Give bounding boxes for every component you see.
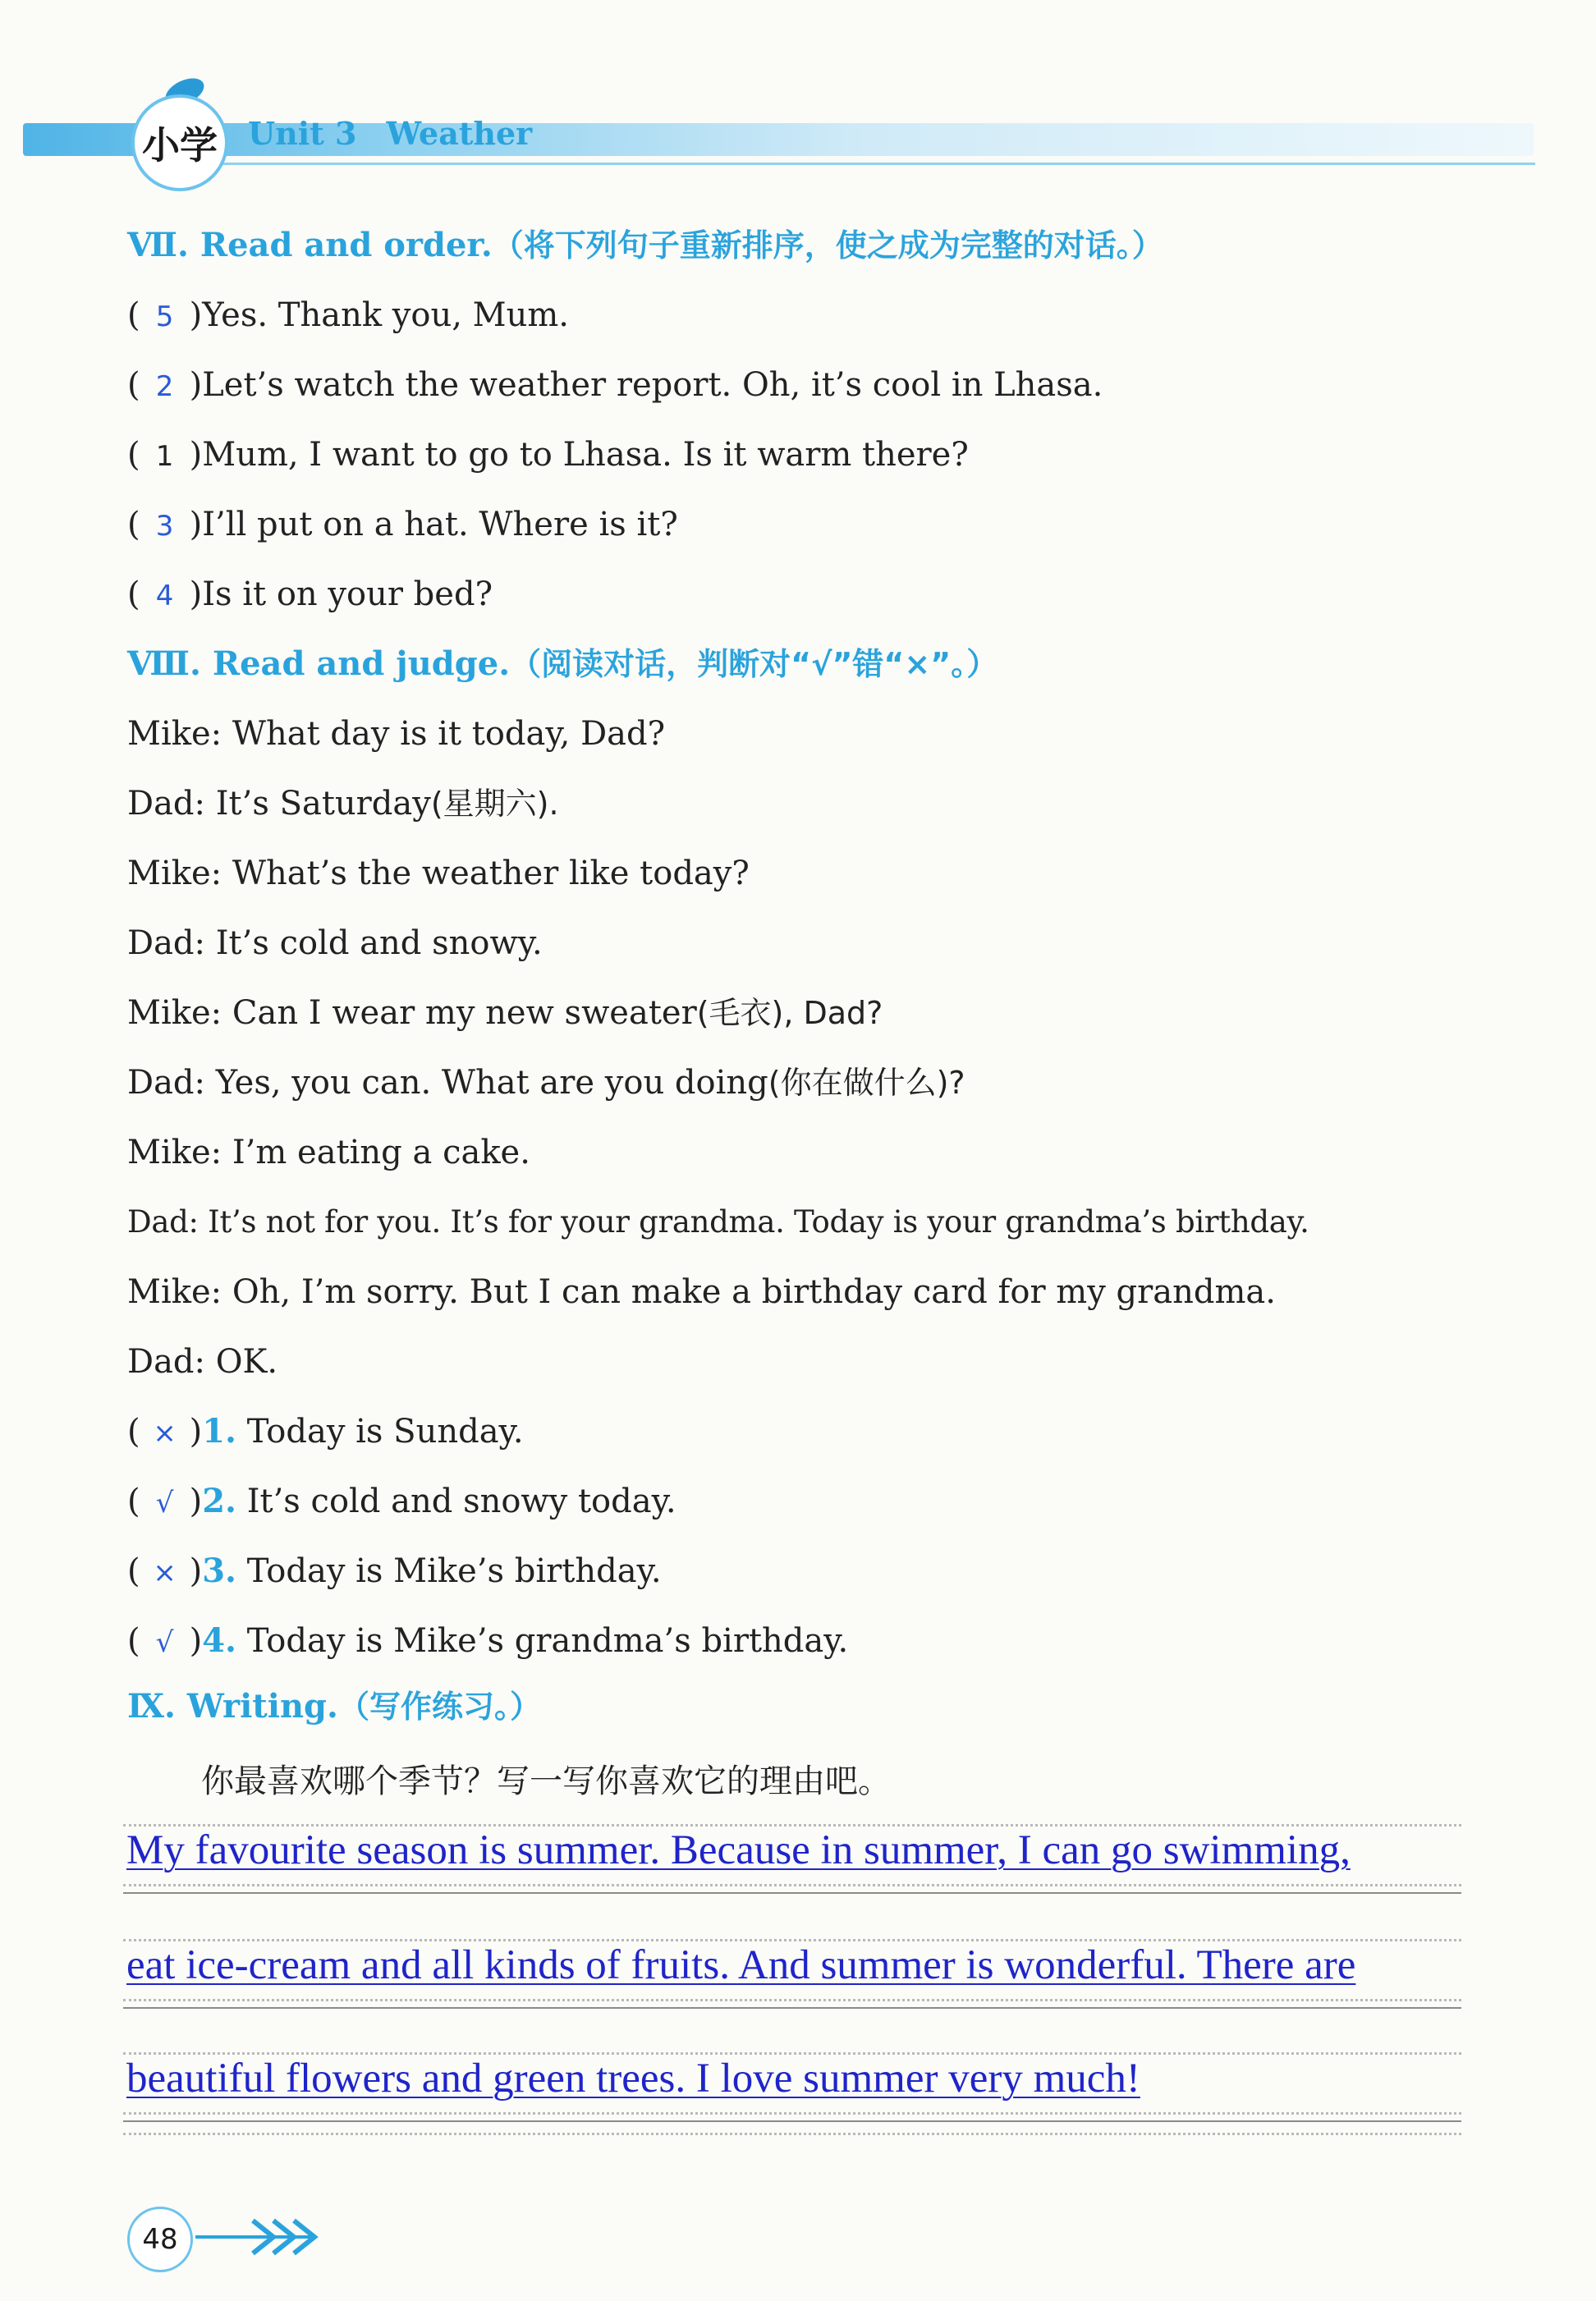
judge-answer: √	[155, 1487, 174, 1519]
order-answer: 3	[155, 510, 174, 543]
judge-statement: Today is Mike’s birthday.	[246, 1552, 662, 1590]
speaker: Dad	[127, 924, 195, 962]
section-7-instruction: （将下列句子重新排序，使之成为完整的对话。）	[492, 227, 1163, 264]
unit-number: Unit 3	[248, 115, 357, 152]
order-item: ( 1 )Mum, I want to go to Lhasa. Is it warm there?	[127, 435, 969, 476]
order-sentence: I’ll put on a hat. Where is it?	[202, 506, 678, 543]
writing-line-1: My favourite season is summer. Because in summer, I can go swimming,	[126, 1827, 1351, 1873]
dialogue-line: Dad: Yes, you can. What are you doing(你在做什么)?	[127, 1064, 965, 1102]
order-item: ( 2 )Let’s watch the weather report. Oh, it’s cool in Lhasa.	[127, 365, 1103, 406]
order-item: ( 5 )Yes. Thank you, Mum.	[127, 296, 569, 337]
speech: I’m eating a cake.	[232, 1134, 530, 1171]
judge-answer: √	[155, 1626, 174, 1659]
dotted-guide	[123, 1884, 1461, 1886]
dotted-guide	[123, 1999, 1461, 2001]
section-8-title: Ⅷ. Read and judge.	[127, 644, 511, 683]
speaker: Dad	[127, 1064, 195, 1102]
logo: 小学	[131, 94, 228, 191]
speech: Can I wear my new sweater	[232, 994, 697, 1032]
speaker: Dad	[127, 1343, 195, 1381]
dialogue-line: Dad: OK.	[127, 1343, 278, 1381]
judge-answer: ×	[153, 1417, 177, 1450]
dialogue-line: Dad: It’s cold and snowy.	[127, 924, 543, 962]
baseline	[123, 1892, 1461, 1894]
judge-statement: Today is Mike’s grandma’s birthday.	[246, 1622, 849, 1660]
order-item: ( 3 )I’ll put on a hat. Where is it?	[127, 505, 678, 546]
section-8-instruction: （阅读对话，判断对“√”错“×”。）	[510, 646, 998, 682]
dotted-guide	[123, 2133, 1461, 2135]
section-9-instruction: （写作练习。）	[337, 1689, 541, 1725]
dotted-guide	[123, 2112, 1461, 2115]
header-rule	[189, 163, 1535, 165]
order-answer: 1	[155, 440, 174, 473]
dialogue-line: Mike: I’m eating a cake.	[127, 1134, 530, 1171]
judge-item: ( × )3. Today is Mike’s birthday.	[127, 1552, 662, 1593]
speaker: Dad	[127, 1204, 189, 1240]
judge-number: 1.	[202, 1412, 236, 1451]
dialogue-line: Dad: It’s not for you. It’s for your grandma. Today is your grandma’s birthday.	[127, 1204, 1309, 1240]
dialogue-line: Mike: What’s the weather like today?	[127, 855, 750, 892]
order-sentence: Let’s watch the weather report. Oh, it’s cool in Lhasa.	[202, 366, 1103, 404]
unit-title	[248, 115, 562, 152]
dialogue-line: Mike: Oh, I’m sorry. But I can make a birthday card for my grandma.	[127, 1273, 1276, 1311]
section-8-heading	[127, 644, 998, 684]
baseline	[123, 2120, 1461, 2122]
order-sentence: Is it on your bed?	[202, 575, 493, 613]
speaker: Mike	[127, 715, 211, 753]
page-number: 48	[127, 2207, 193, 2272]
section-7-title: Ⅶ. Read and order.	[127, 226, 493, 264]
judge-item: ( √ )4. Today is Mike’s grandma’s birthday.	[127, 1621, 848, 1662]
speech: It’s Saturday	[215, 785, 431, 823]
writing-line-3: beautiful flowers and green trees. I love summer very much!	[126, 2056, 1140, 2102]
judge-number: 3.	[202, 1552, 236, 1590]
speech: OK.	[215, 1343, 278, 1381]
judge-item: ( × )1. Today is Sunday.	[127, 1412, 524, 1453]
order-answer: 4	[155, 580, 174, 612]
speech-gloss: (你在做什么)?	[768, 1065, 965, 1101]
speaker: Mike	[127, 994, 211, 1032]
speaker: Mike	[127, 855, 211, 892]
order-answer: 5	[155, 300, 174, 333]
order-answer: 2	[155, 370, 174, 403]
judge-statement: Today is Sunday.	[246, 1413, 524, 1451]
section-9-heading	[127, 1687, 541, 1726]
section-9-title: Ⅸ. Writing.	[127, 1687, 338, 1726]
section-7-heading	[127, 226, 1163, 265]
speech: What’s the weather like today?	[232, 855, 750, 892]
arrow-deco-icon	[195, 2212, 319, 2262]
writing-prompt: 你最喜欢哪个季节？写一写你喜欢它的理由吧。	[201, 1762, 891, 1800]
judge-number: 4.	[202, 1621, 236, 1660]
judge-item: ( √ )2. It’s cold and snowy today.	[127, 1482, 676, 1523]
dialogue-line: Dad: It’s Saturday(星期六).	[127, 785, 559, 823]
dialogue-line: Mike: What day is it today, Dad?	[127, 715, 666, 753]
order-sentence: Yes. Thank you, Mum.	[202, 296, 570, 334]
unit-name: Weather	[386, 115, 533, 152]
speech: It’s not for you. It’s for your grandma. Today is your grandma’s birthday.	[208, 1204, 1309, 1240]
speaker: Mike	[127, 1134, 211, 1171]
dialogue-line: Mike: Can I wear my new sweater(毛衣), Dad?	[127, 994, 883, 1032]
speech-gloss: (毛衣), Dad?	[696, 995, 883, 1031]
writing-line-2: eat ice-cream and all kinds of fruits. And summer is wonderful. There are	[126, 1942, 1356, 1988]
baseline	[123, 2007, 1461, 2009]
speech: What day is it today, Dad?	[232, 715, 666, 753]
page-header	[0, 0, 1596, 189]
judge-number: 2.	[202, 1482, 236, 1520]
speaker: Dad	[127, 785, 195, 823]
judge-statement: It’s cold and snowy today.	[246, 1483, 676, 1520]
order-item: ( 4 )Is it on your bed?	[127, 575, 493, 616]
speech-gloss: (星期六).	[430, 786, 559, 822]
order-sentence: Mum, I want to go to Lhasa. Is it warm there?	[202, 436, 969, 474]
judge-answer: ×	[153, 1556, 177, 1589]
speaker: Mike	[127, 1273, 211, 1311]
speech: Yes, you can. What are you doing	[215, 1064, 768, 1102]
speech: Oh, I’m sorry. But I can make a birthday card for my grandma.	[232, 1273, 1276, 1311]
speech: It’s cold and snowy.	[215, 924, 543, 962]
